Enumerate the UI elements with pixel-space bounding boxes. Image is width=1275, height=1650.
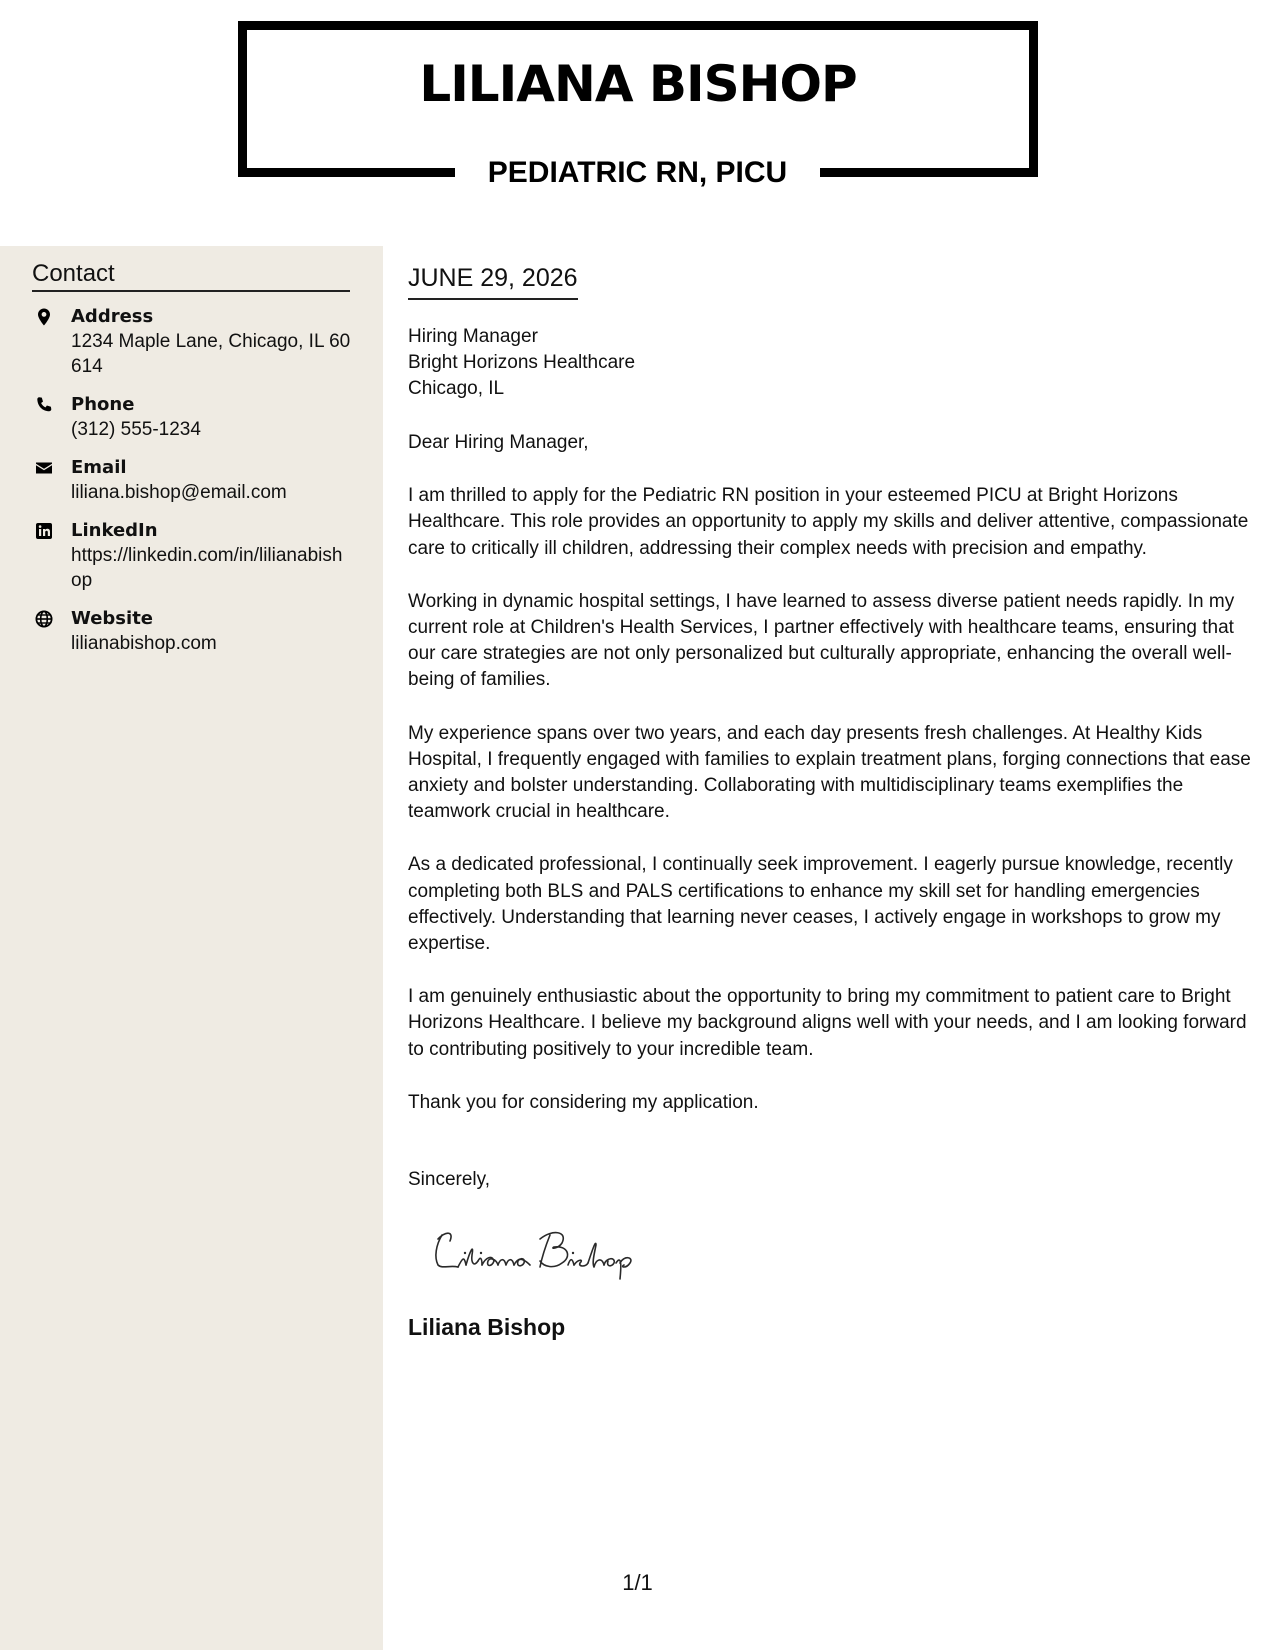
- recipient-line: Bright Horizons Healthcare: [408, 352, 636, 373]
- paragraph: I am genuinely enthusiastic about the opportunity to bring my commitment to patient care to Bright Horizons Healthcare. I believe my background aligns well with your needs, and I am looking forward to contributing positively to your incredible team.: [408, 986, 1247, 1060]
- contact-item-linkedin: [32, 518, 352, 593]
- paragraph: Thank you for considering my application.: [408, 1091, 759, 1113]
- website-label: Website: [71, 608, 154, 629]
- map-pin-icon: [34, 307, 54, 327]
- recipient-line: Chicago, IL: [408, 378, 505, 399]
- paragraph: My experience spans over two years, and each day presents fresh challenges. At Healthy Kids Hospital, I frequently engaged with families to explain treatment plans, forging connections that ease anxiety and bolster understanding. Collaborating with multidisciplinary teams exemplifies the teamwork crucial in healthcare.: [408, 722, 1251, 823]
- phone-icon: [34, 395, 54, 415]
- recipient-line: Hiring Manager: [408, 326, 538, 347]
- contact-heading: Contact: [32, 260, 350, 292]
- contact-item-address: [32, 304, 352, 379]
- linkedin-label: LinkedIn: [71, 520, 158, 541]
- recipient-block: [408, 324, 635, 402]
- address-value: 1234 Maple Lane, Chicago, IL 60614: [71, 331, 351, 377]
- envelope-icon: [34, 458, 54, 478]
- email-label: Email: [71, 457, 127, 478]
- linkedin-icon: [34, 521, 54, 541]
- letter-date: JUNE 29, 2026: [408, 264, 578, 300]
- email-value: liliana.bishop@email.com: [71, 482, 287, 503]
- header-title-wrap: [455, 148, 820, 198]
- phone-label: Phone: [71, 394, 135, 415]
- closing: Sincerely,: [408, 1169, 491, 1190]
- contact-item-website: [32, 606, 352, 656]
- globe-icon: [34, 609, 54, 629]
- job-title: PEDIATRIC RN, PICU: [487, 156, 788, 189]
- signature-image: [428, 1221, 668, 1281]
- applicant-name: LILIANA BISHOP: [419, 55, 857, 113]
- salutation: Dear Hiring Manager,: [408, 432, 589, 453]
- contact-item-phone: [32, 392, 352, 442]
- contact-item-email: [32, 455, 352, 505]
- letter-paragraphs: [408, 430, 1253, 1143]
- address-label: Address: [71, 306, 154, 327]
- linkedin-value: https://linkedin.com/in/lilianabishop: [71, 545, 343, 591]
- phone-value: (312) 555-1234: [71, 419, 201, 440]
- paragraph: I am thrilled to apply for the Pediatric RN position in your esteemed PICU at Bright Horizons Healthcare. This role provides an opportunity to apply my skills and deliver attentive, compassionate care to critically ill children, addressing their complex needs with precision and empathy.: [408, 485, 1249, 559]
- website-value: lilianabishop.com: [71, 633, 217, 654]
- signer-name: Liliana Bishop: [408, 1314, 566, 1340]
- paragraph: Working in dynamic hospital settings, I have learned to assess diverse patient needs rapidly. In my current role at Children's Health Services, I partner effectively with healthcare teams, ensuring that our care strategies are not only personalized but culturally appropriate, enhancing the overall well-being of families.: [408, 590, 1235, 691]
- paragraph: As a dedicated professional, I continually seek improvement. I eagerly pursue knowledge, recently completing both BLS and PALS certifications to enhance my skill set for handling emergencies effectively. Understanding that learning never ceases, I actively engage in workshops to grow my expertise.: [408, 854, 1233, 955]
- contact-sidebar: [0, 246, 383, 1650]
- contact-list: [32, 304, 352, 669]
- page-number: 1/1: [622, 1570, 653, 1595]
